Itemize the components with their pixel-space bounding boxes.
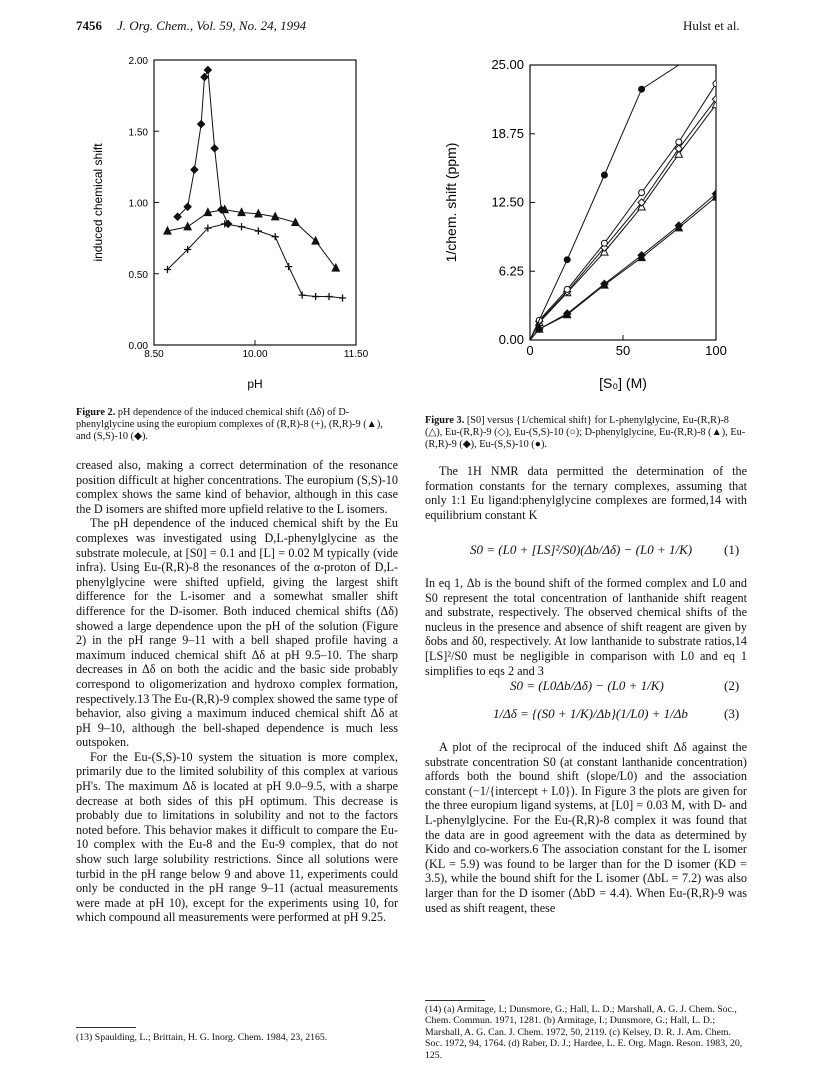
footnote-rule <box>76 1027 136 1028</box>
footnote-14: (14) (a) Armitage, I.; Dunsmore, G.; Hall, L. D.; Marshall, A. G. J. Chem. Soc., Chem. Commun. 1971, 1281. (b) Armitage, I.; Dunsmore, G.; Hall, L. D.; Marshall, A. G. Can. J. Chem. 1972, 50, 2119. (c) Kelsey, D. R. J. Am. Chem. Soc. 1972, 94, 1764. (d) Raber, D. J.; Hardee, L. E. Org. Magn. Reson. 1983, 20, 125. <box>425 1004 743 1061</box>
equation-2: S0 = (L0Δb/Δδ) − (L0 + 1/K) <box>510 678 664 693</box>
x-tick-label: 0 <box>526 343 534 358</box>
page-number: 7456 <box>76 18 102 33</box>
plot-frame <box>530 65 716 340</box>
x-tick-label: 100 <box>705 343 727 358</box>
figure-2-caption <box>76 407 398 443</box>
y-axis-label: 1/chem. shift (ppm) <box>443 142 459 263</box>
circle-marker <box>601 172 607 178</box>
triangle-marker <box>312 237 319 244</box>
plus-marker <box>312 293 319 300</box>
series <box>164 206 340 272</box>
x-tick-label: 8.50 <box>144 349 164 360</box>
x-tick-label: 50 <box>615 343 631 358</box>
circle-marker <box>639 86 645 92</box>
y-tick-label: 1.00 <box>128 198 148 210</box>
circle-marker <box>713 81 719 87</box>
x-axis-label: [S₀] (M) <box>599 375 647 391</box>
series <box>530 190 720 340</box>
diamond-marker <box>712 96 719 103</box>
equation-3: 1/Δδ = {(S0 + 1/K)/Δb}(1/L0) + 1/Δb <box>493 706 688 721</box>
diamond-marker <box>204 66 211 73</box>
x-tick-label: 10.00 <box>242 349 268 360</box>
circle-marker <box>564 286 570 292</box>
series-line <box>167 224 342 298</box>
footnote-rule <box>425 1000 485 1001</box>
figure-3-caption-text: [S0] versus {1/chemical shift} for L-phenylglycine, Eu-(R,R)-8 (△), Eu-(R,R)-9 (◇), Eu-(S,S)-10 (○); D-phenylglycine, Eu-(R,R)-8 (▲), Eu-(R,R)-9 (◆), Eu-(S,S)-10 (●). <box>425 415 746 450</box>
plus-marker <box>285 263 292 270</box>
series <box>174 66 232 227</box>
series-line <box>167 210 335 268</box>
figure-2-caption-label: Figure 2. <box>76 407 116 418</box>
running-authors: Hulst et al. <box>683 18 740 33</box>
y-tick-label: 2.00 <box>128 56 148 67</box>
equation-1-number: (1) <box>724 542 740 557</box>
paragraph: The 1H NMR data permitted the determination of the formation constants for the ternary complexes, assuming that only 1:1 Eu ligand:phenylglycine complexes are formed,14 with equilibrium constant K <box>425 464 747 522</box>
paragraph: The pH dependence of the induced chemical shift by the Eu complexes was investigated using D,L-phenylglycine as the substrate molecule, at [S0] = 0.1 and [L] = 0.02 M typically (vide infra). Using Eu-(R,R)-8 the resonances of the α-proton of D,L-phenylglycine were shifted upfield, giving the largest shift difference for the L-isomer and a somewhat smaller shift difference for the D-isomer. Both induced chemical shifts (Δδ) showed a large dependence upon the pH of the solution (Figure 2) in the pH range 9–11 with a bell shaped profile having a maximum induced chemical shift Δδ at pH 9.5–10. The sharp decreases in Δδ on both the acidic and the basic side probably correspond to oligomerization and hydroxo complex formation, respectively.13 The Eu-(R,R)-9 complex showed the same type of behavior, also giving a maximum induced chemical shift Δδ at pH 9–10, although the bell-shaped dependence is much less outspoken. <box>76 516 398 750</box>
x-tick-label: 11.50 <box>343 349 369 360</box>
y-tick-label: 1.50 <box>128 127 148 139</box>
diamond-marker <box>224 220 231 227</box>
paragraph: creased also, making a correct determination of the resonance position difficult at higher concentrations. The europium (S,S)-10 complex shows the same kind of behavior, although in this case the D isomers are shifted more upfield relative to the L isomers. <box>76 458 398 516</box>
y-tick-label: 0.00 <box>498 332 524 347</box>
plus-marker <box>272 233 279 240</box>
y-tick-label: 6.25 <box>498 263 524 279</box>
plus-marker <box>325 293 332 300</box>
figure-3-caption-label: Figure 3. <box>425 415 465 426</box>
diamond-marker <box>211 145 218 152</box>
diamond-marker <box>201 74 208 81</box>
figure-3-caption <box>425 415 747 451</box>
y-tick-label: 0.50 <box>128 269 148 281</box>
y-axis-label: induced chemical shift <box>91 143 105 262</box>
series-line <box>530 65 716 340</box>
circle-marker <box>676 139 682 145</box>
plus-marker <box>299 292 306 299</box>
plus-marker <box>255 227 262 234</box>
paragraph: In eq 1, Δb is the bound shift of the formed complex and L0 and S0 represent the total concentration of lanthanide shift reagent and substrate, respectively. The observed chemical shifts of the nucleus in the presence and absence of shift reagent are given by δobs and δ0, respectively. At low lanthanide to substrate ratios,14 [LS]²/S0 must be negligible in comparison with L0 and eq 1 simplifies to eqs 2 and 3 <box>425 576 747 678</box>
series-line <box>530 105 716 340</box>
journal-citation: J. Org. Chem., Vol. 59, No. 24, 1994 <box>117 18 307 33</box>
equation-2-number: (2) <box>724 678 740 693</box>
plus-marker <box>238 223 245 230</box>
equation-3-number: (3) <box>724 706 740 721</box>
series <box>164 220 346 301</box>
paragraph: A plot of the reciprocal of the induced shift Δδ against the substrate concentration S0 (at constant lanthanide concentration) affords both the bound shift (slope/L0) and the association constant (−1/{intercept + L0}). In Figure 3 the plots are given for the three europium ligand systems, at [L0] = 0.03 M, with D- and L-phenylglycine. For the Eu-(R,R)-8 complex it was found that the data are in good agreement with the data as determined by Kido and co-workers.6 The association constant for the L isomer (KL = 5.9) was found to be larger than for the D isomer (KD = 3.5), while the bound shift for the L isomer (ΔbL = 7.2) was also larger than for the D isomer (ΔbD = 4.4). When Eu-(R,R)-9 was used as shift reagent, these <box>425 740 747 915</box>
circle-marker <box>601 240 607 246</box>
y-tick-label: 12.50 <box>491 194 524 210</box>
series <box>530 65 716 340</box>
series-line <box>178 70 229 224</box>
diamond-marker <box>191 166 198 173</box>
y-tick-label: 0.00 <box>128 341 148 352</box>
left-column <box>76 458 398 925</box>
plus-marker <box>339 294 346 301</box>
x-axis-label: pH <box>247 377 263 391</box>
footnote-13: (13) Spaulding, L.; Brittain, H. G. Inorg. Chem. 1984, 23, 2165. <box>76 1032 328 1043</box>
y-tick-label: 25.00 <box>491 57 524 72</box>
triangle-marker <box>184 223 191 230</box>
right-column-end <box>425 740 747 915</box>
circle-marker <box>639 190 645 196</box>
figure-2-caption-text: pH dependence of the induced chemical shift (Δδ) of D-phenylglycine using the europium complexes of (R,R)-8 (+), (R,R)-9 (▲), and (S,S)-10 (◆). <box>76 407 383 442</box>
y-tick-label: 18.75 <box>491 125 524 141</box>
plot-frame <box>154 60 356 345</box>
equation-1: S0 = (L0 + [LS]²/S0)(Δb/Δδ) − (L0 + 1/K) <box>470 542 693 557</box>
series <box>530 101 720 341</box>
circle-marker <box>564 257 570 263</box>
figure-3-chart <box>432 50 752 400</box>
right-column-intro <box>425 464 747 522</box>
paragraph: For the Eu-(S,S)-10 system the situation is more complex, primarily due to the limited solubility of this complex at various pH's. The maximum Δδ is located at pH 9.0–9.5, with a sharpe decrease at both sides of this pH optimum. This decrease is probably due to limitations in solubility and not to the factors noted before. This behavior makes it difficult to compare the Eu-10 complex with the Eu-8 and the Eu-9 complex, that do not show such large solubility restrictions. Since all solutions were turbid in the pH range below 9 and above 11, experiments could only be conducted in the pH range 9–11 (actual measurements were made at pH 10), except for the experiments using 10, for which compound all measurements were performed at pH 9.25. <box>76 749 398 925</box>
right-column-middle <box>425 576 747 678</box>
series-line <box>530 194 716 340</box>
diamond-marker <box>198 121 205 128</box>
figure-2-chart <box>90 50 390 400</box>
